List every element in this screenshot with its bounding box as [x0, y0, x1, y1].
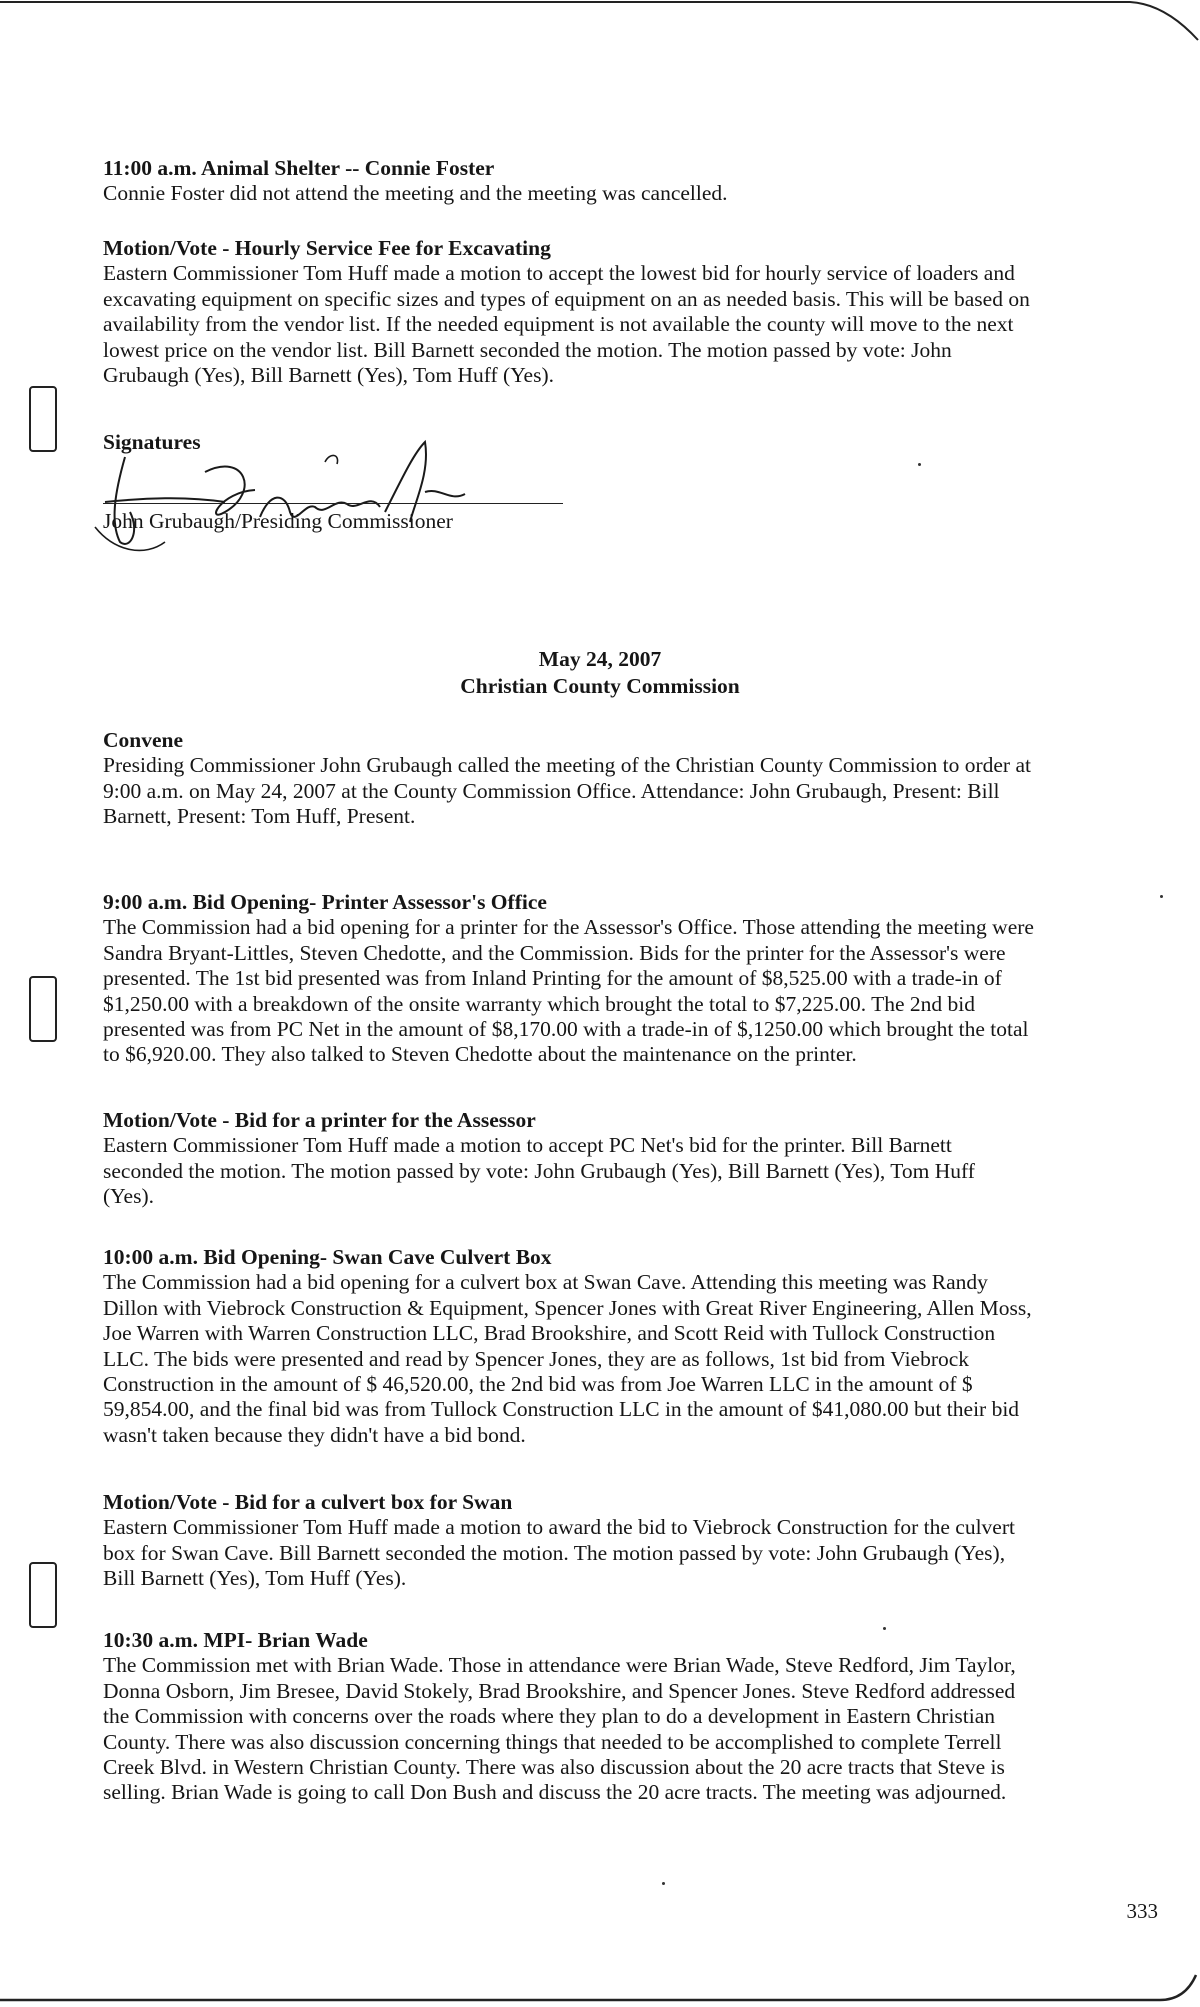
section-motion-culvert	[103, 1490, 1148, 1592]
punch-hole-mark	[29, 976, 57, 1042]
section-text: presented. The 1st bid presented was from Inland Printing for the amount of $8,525.00 with a trade-in of	[103, 966, 1002, 991]
section-heading: Convene	[103, 728, 184, 752]
section-text: Eastern Commissioner Tom Huff made a motion to award the bid to Viebrock Construction for the culvert	[103, 1515, 1015, 1540]
section-text: box for Swan Cave. Bill Barnett seconded the motion. The motion passed by vote: John Grubaugh (Yes),	[103, 1540, 1006, 1565]
section-hourly-service-fee	[103, 236, 1148, 388]
punch-hole-mark	[29, 1562, 57, 1628]
section-bid-opening-culvert	[103, 1245, 1148, 1448]
section-text: (Yes).	[103, 1184, 154, 1209]
scan-speck	[883, 1627, 886, 1630]
section-heading: Motion/Vote - Hourly Service Fee for Excavating	[103, 236, 551, 260]
section-text: Creek Blvd. in Western Christian County. There was also discussion about the 20 acre tracts that Steve is	[103, 1755, 1005, 1780]
section-text: 59,854.00, and the final bid was from Tullock Construction LLC in the amount of $41,080.00 but their bid	[103, 1397, 1020, 1422]
section-text: Dillon with Viebrock Construction & Equipment, Spencer Jones with Great River Engineering, Allen Moss,	[103, 1295, 1032, 1320]
section-text: The Commission met with Brian Wade. Those in attendance were Brian Wade, Steve Redford, Jim Taylor,	[103, 1653, 1016, 1678]
section-text: Barnett, Present: Tom Huff, Present.	[103, 804, 416, 829]
section-heading: Motion/Vote - Bid for a printer for the Assessor	[103, 1108, 536, 1132]
section-text: lowest price on the vendor list. Bill Barnett seconded the motion. The motion passed by vote: John	[103, 337, 952, 362]
section-text: seconded the motion. The motion passed by vote: John Grubaugh (Yes), Bill Barnett (Yes), Tom Huff	[103, 1158, 975, 1183]
section-text: The Commission had a bid opening for a printer for the Assessor's Office. Those attending the meeting were	[103, 915, 1034, 940]
section-animal-shelter	[103, 156, 1148, 207]
section-heading: 11:00 a.m. Animal Shelter -- Connie Foster	[103, 156, 495, 180]
section-text: Bill Barnett (Yes), Tom Huff (Yes).	[103, 1566, 407, 1591]
section-text: presented was from PC Net in the amount of $8,170.00 with a trade-in of $,1250.00 which brought the total	[103, 1017, 1029, 1042]
section-text: $1,250.00 with a breakdown of the onsite warranty which brought the total to $7,225.00. The 2nd bid	[103, 991, 975, 1016]
section-text: excavating equipment on specific sizes and types of equipment on an as needed basis. This will be based on	[103, 286, 1030, 311]
signature-caption: John Grubaugh/Presiding Commissioner	[103, 509, 453, 533]
section-text: to $6,920.00. They also talked to Steven Chedotte about the maintenance on the printer.	[103, 1042, 857, 1067]
signatures-label: Signatures	[103, 430, 201, 454]
section-text: Eastern Commissioner Tom Huff made a motion to accept PC Net's bid for the printer. Bill Barnett	[103, 1133, 952, 1158]
section-text: the Commission with concerns over the roads where they plan to do a development in Eastern Christian	[103, 1704, 996, 1729]
section-text: Presiding Commissioner John Grubaugh called the meeting of the Christian County Commission to order at	[103, 753, 1031, 778]
section-text: Construction in the amount of $ 46,520.00, the 2nd bid was from Joe Warren LLC in the amount of $	[103, 1372, 973, 1397]
scan-speck	[1160, 895, 1163, 898]
section-text: wasn't taken because they didn't have a bid bond.	[103, 1422, 526, 1447]
section-text: Donna Osborn, Jim Bresee, David Stokely, Brad Brookshire, and Spencer Jones. Steve Redford addressed	[103, 1678, 1016, 1703]
section-text: Sandra Bryant-Littles, Steven Chedotte, and the Commission. Bids for the printer for the Assessor's were	[103, 940, 1006, 965]
section-heading: 10:30 a.m. MPI- Brian Wade	[103, 1628, 368, 1652]
section-text: The Commission had a bid opening for a culvert box at Swan Cave. Attending this meeting was Randy	[103, 1270, 988, 1295]
section-bid-opening-printer	[103, 890, 1148, 1068]
section-heading: 10:00 a.m. Bid Opening- Swan Cave Culvert Box	[103, 1245, 552, 1269]
scan-speck	[662, 1882, 665, 1885]
section-heading: 9:00 a.m. Bid Opening- Printer Assessor's Office	[103, 890, 547, 914]
section-text: Grubaugh (Yes), Bill Barnett (Yes), Tom Huff (Yes).	[103, 363, 555, 388]
section-text: Joe Warren with Warren Construction LLC, Brad Brookshire, and Scott Reid with Tullock Construction	[103, 1321, 996, 1346]
section-text: availability from the vendor list. If the needed equipment is not available the county will move to the next	[103, 312, 1014, 337]
section-convene	[103, 728, 1148, 830]
section-text: Eastern Commissioner Tom Huff made a motion to accept the lowest bid for hourly service of loaders and	[103, 261, 1015, 286]
page-number: 333	[1126, 1899, 1158, 1923]
section-text: Connie Foster did not attend the meeting and the meeting was cancelled.	[103, 181, 728, 206]
meeting-date: May 24, 2007	[538, 647, 662, 671]
scan-speck	[918, 463, 921, 466]
section-motion-printer	[103, 1108, 1148, 1210]
section-text: County. There was also discussion concerning things that needed to be accomplished to complete Terrell	[103, 1729, 1002, 1754]
signature-line	[103, 503, 563, 504]
section-heading: Motion/Vote - Bid for a culvert box for Swan	[103, 1490, 513, 1514]
section-mpi-brian-wade	[103, 1628, 1148, 1806]
section-text: selling. Brian Wade is going to call Don Bush and discuss the 20 acre tracts. The meeting was adjourned.	[103, 1780, 1007, 1805]
meeting-body-name: Christian County Commission	[460, 674, 740, 698]
handwritten-signature	[85, 432, 505, 552]
section-text: 9:00 a.m. on May 24, 2007 at the County Commission Office. Attendance: John Grubaugh, Present: Bill	[103, 778, 1000, 803]
punch-hole-mark	[29, 386, 57, 452]
section-text: LLC. The bids were presented and read by Spencer Jones, they are as follows, 1st bid from Viebrock	[103, 1346, 970, 1371]
